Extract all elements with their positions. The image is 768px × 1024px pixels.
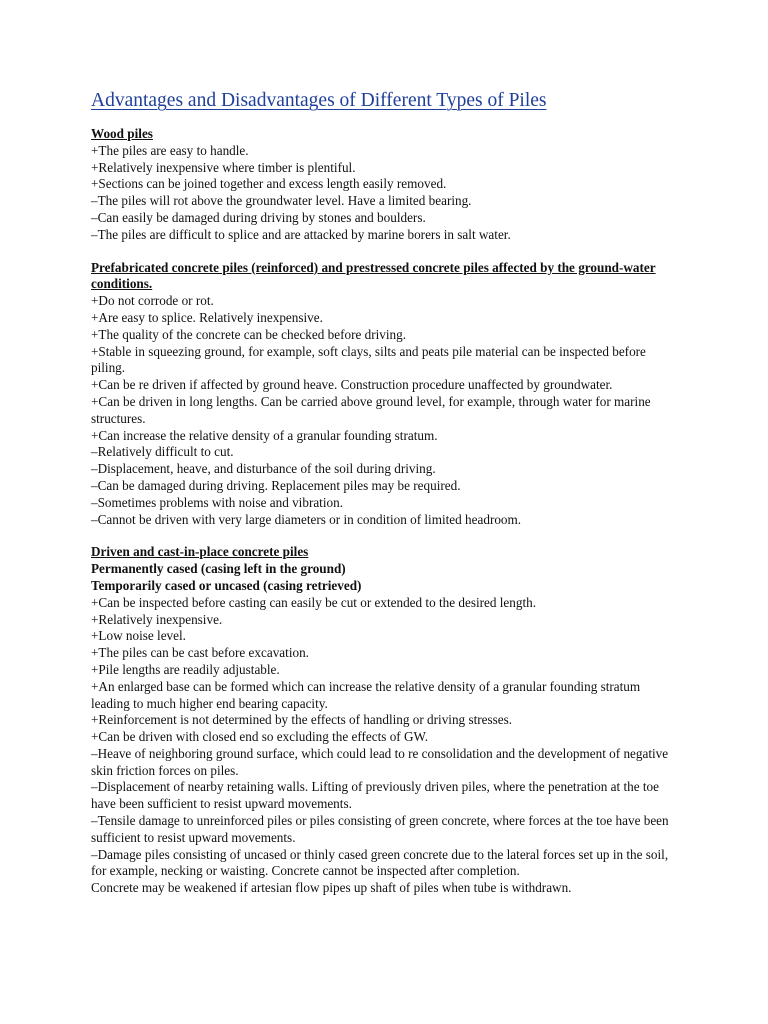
list-item: +Can be inspected before casting can easily be cut or extended to the desired length. [91, 594, 537, 610]
list-item: +Reinforcement is not determined by the effects of handling or driving stresses. [91, 712, 513, 728]
list-item: –Can be damaged during driving. Replacement piles may be required. [91, 477, 461, 493]
section-heading: Prefabricated concrete piles (reinforced) and prestressed concrete piles affected by the ground-water conditions. [91, 259, 656, 292]
sub-heading: Permanently cased (casing left in the ground) [91, 561, 346, 577]
list-item: +The piles are easy to handle. [91, 142, 249, 158]
list-item: +The quality of the concrete can be checked before driving. [91, 326, 406, 342]
list-item: +An enlarged base can be formed which can increase the relative density of a granular founding stratum leading to much higher end bearing capacity. [91, 678, 641, 711]
list-item: –Relatively difficult to cut. [91, 444, 234, 460]
list-item: +Can be driven with closed end so excluding the effects of GW. [91, 729, 429, 745]
sub-heading: Temporarily cased or uncased (casing retrieved) [91, 577, 362, 593]
section-heading: Wood piles [91, 126, 153, 141]
list-item: +Sections can be joined together and excess length easily removed. [91, 176, 447, 192]
list-item: –The piles will rot above the groundwater level. Have a limited bearing. [91, 193, 472, 209]
list-item: –Tensile damage to unreinforced piles or piles consisting of green concrete, where forces at the toe have been sufficient to resist upward movements. [91, 813, 669, 845]
list-item: –Damage piles consisting of uncased or thinly cased green concrete due to the lateral forces set up in the soil, for example, necking or waisting. Concrete cannot be inspected after completion. [91, 846, 669, 879]
list-item: –Heave of neighboring ground surface, which could lead to re consolidation and the development of negative skin friction forces on piles. [91, 745, 669, 778]
section-heading: Driven and cast-in-place concrete piles [91, 544, 309, 560]
section-driven-cast-in-place-piles [91, 544, 671, 897]
list-item: –The piles are difficult to splice and are attacked by marine borers in salt water. [91, 226, 511, 242]
list-item: –Displacement of nearby retaining walls. Lifting of previously driven piles, where the penetration at the toe have been sufficient to resist upward movements. [91, 779, 659, 812]
list-item: –Cannot be driven with very large diameters or in condition of limited headroom. [91, 511, 522, 527]
document-title: Advantages and Disadvantages of Different Types of Piles [91, 90, 547, 111]
document-page [91, 90, 671, 913]
list-item: +Can be driven in long lengths. Can be carried above ground level, for example, through water for marine structures. [91, 393, 651, 426]
list-item: +Can increase the relative density of a granular founding stratum. [91, 427, 438, 443]
list-item: +The piles can be cast before excavation. [91, 645, 309, 661]
list-item: +Low noise level. [91, 628, 186, 644]
list-item: +Are easy to splice. Relatively inexpensive. [91, 309, 323, 325]
list-item: –Can easily be damaged during driving by stones and boulders. [91, 209, 426, 225]
list-item: –Displacement, heave, and disturbance of the soil during driving. [91, 461, 436, 477]
section-prefabricated-concrete-piles [91, 260, 671, 529]
list-item: +Relatively inexpensive. [91, 611, 223, 627]
list-item: +Relatively inexpensive where timber is plentiful. [91, 159, 356, 175]
section-wood-piles [91, 126, 671, 244]
list-item: +Can be re driven if affected by ground heave. Construction procedure unaffected by groundwater. [91, 377, 613, 393]
list-item: –Sometimes problems with noise and vibration. [91, 494, 343, 510]
list-item: +Pile lengths are readily adjustable. [91, 661, 280, 677]
list-item: +Do not corrode or rot. [91, 293, 214, 309]
list-item: Concrete may be weakened if artesian flow pipes up shaft of piles when tube is withdrawn. [91, 880, 572, 896]
list-item: +Stable in squeezing ground, for example, soft clays, silts and peats pile material can be inspected before piling. [91, 343, 646, 376]
